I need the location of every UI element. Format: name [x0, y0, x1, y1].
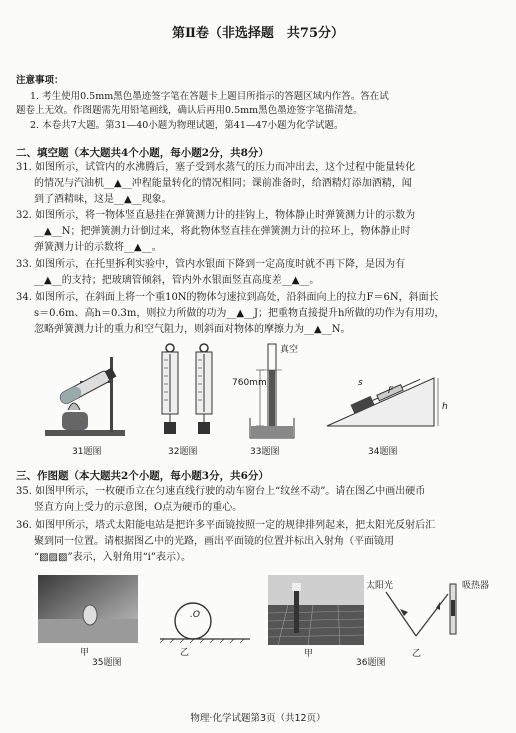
figure-35-diagram [160, 585, 250, 645]
section-3-heading: 三、作图题（本大题共2个小题，每小题3分，共6分） [16, 470, 269, 482]
note-1b: 题卷上无效。作图题需先用铅笔画线，确认后再用0.5mm黑色墨迹签字笔描清楚。 [16, 105, 363, 116]
note-1a: 1. 考生使用0.5mm黑色墨迹签字笔在答题卡上题目所指示的答题区域内作答。答在试 [30, 91, 389, 102]
vacuum-label: 真空 [280, 345, 299, 355]
fig35-yi-label: 乙 [180, 648, 190, 658]
q34-line1: 34. 如图所示，在斜面上将一个重10N的物体匀速拉到高处，沿斜面向上的拉力F＝6N，斜面长 [16, 292, 439, 303]
figure-33-torricelli [232, 340, 312, 444]
q33-line2: __▲__的支持；把玻璃管倾斜，管内外水银面竖直高度差__▲__。 [34, 275, 320, 286]
figure-32-spring-scales [154, 342, 224, 442]
figure-36-photo [268, 575, 364, 645]
figure-33-caption: 33题图 [250, 447, 280, 457]
figure-34-incline [322, 348, 452, 442]
q35-line1: 35. 如图甲所示，一枚硬币立在匀速直线行驶的动车窗台上“纹丝不动”。请在图乙中画出硬币 [16, 486, 426, 497]
section-2-heading: 二、填空题（本大题共4个小题，每小题2分，共8分） [16, 147, 269, 159]
figure-34-caption: 34题图 [368, 447, 398, 457]
q32-line1: 32. 如图所示，将一物体竖直悬挂在弹簧测力计的挂钩上，物体静止时弹簧测力计的示数为 [16, 210, 416, 221]
notes-heading: 注意事项： [16, 75, 64, 86]
figure-32-caption: 32题图 [168, 447, 198, 457]
q33-line1: 33. 如图所示，在托里拆利实验中，管内水银面下降到一定高度时就不再下降，是因为有 [16, 259, 406, 270]
q31-line2: 的情况与汽油机__▲__冲程能量转化的情况相同；课前准备时，给酒精灯添加酒精，闻 [34, 178, 412, 189]
incline-length-label: s [358, 378, 363, 388]
q31-line3: 到了酒精味，这是__▲__现象。 [34, 194, 172, 205]
figure-35-caption: 35题图 [92, 658, 122, 668]
center-o-label: .O [190, 610, 200, 620]
q32-line3: 弹簧测力计的示数将__▲__。 [34, 242, 162, 253]
q32-line2: __▲__N；把弹簧测力计倒过来，将此物体竖直挂在弹簧测力计的拉环上，物体静止时 [34, 226, 411, 237]
figure-36-caption: 36题图 [356, 658, 386, 668]
height-760mm-label: 760mm [232, 378, 267, 388]
q34-line2: s＝0.6m、高h＝0.3m，则拉力所做的功为__▲__J；把重物直接提升h所做的功作为有用功， [34, 308, 445, 319]
q36-line3: “▨▨▨”表示，入射角用“i”表示）。 [34, 552, 191, 563]
page-footer: 物理·化学试题第3页（共12页） [190, 713, 326, 724]
absorber-label: 吸热器 [462, 581, 490, 591]
note-2: 2. 本卷共7大题。第31—40小题为物理试题，第41—47小题为化学试题。 [30, 120, 344, 131]
q34-line3: 忽略弹簧测力计的重力和空气阻力，则斜面对物体的摩擦力为__▲__N。 [34, 324, 351, 335]
q35-line2: 竖直方向上受力的示意图，O点为硬币的重心。 [34, 502, 243, 513]
q36-line2: 聚到同一位置。请根据图乙中的光路，画出平面镜的位置并标出入射角（平面镜用 [34, 536, 394, 547]
figure-35-photo [38, 575, 138, 643]
figure-31-caption: 31题图 [72, 447, 102, 457]
force-f-label: F [388, 386, 394, 396]
height-h-label: h [442, 402, 448, 412]
figure-31-test-tube [40, 342, 140, 442]
q31-line1: 31. 如图所示，试管内的水沸腾后，塞子受到水蒸气的压力而冲出去，这个过程中能量转化 [16, 162, 416, 173]
section-title: 第Ⅱ卷（非选择题 共75分） [171, 26, 345, 41]
sunlight-label: 太阳光 [366, 581, 394, 591]
fig35-jia-label: 甲 [80, 648, 90, 658]
fig36-yi-label: 乙 [412, 649, 422, 659]
fig36-jia-label: 甲 [304, 649, 314, 659]
q36-line1: 36. 如图甲所示，塔式太阳能电站是把许多平面镜按照一定的规律排列起来，把太阳光反射后汇 [16, 520, 436, 531]
